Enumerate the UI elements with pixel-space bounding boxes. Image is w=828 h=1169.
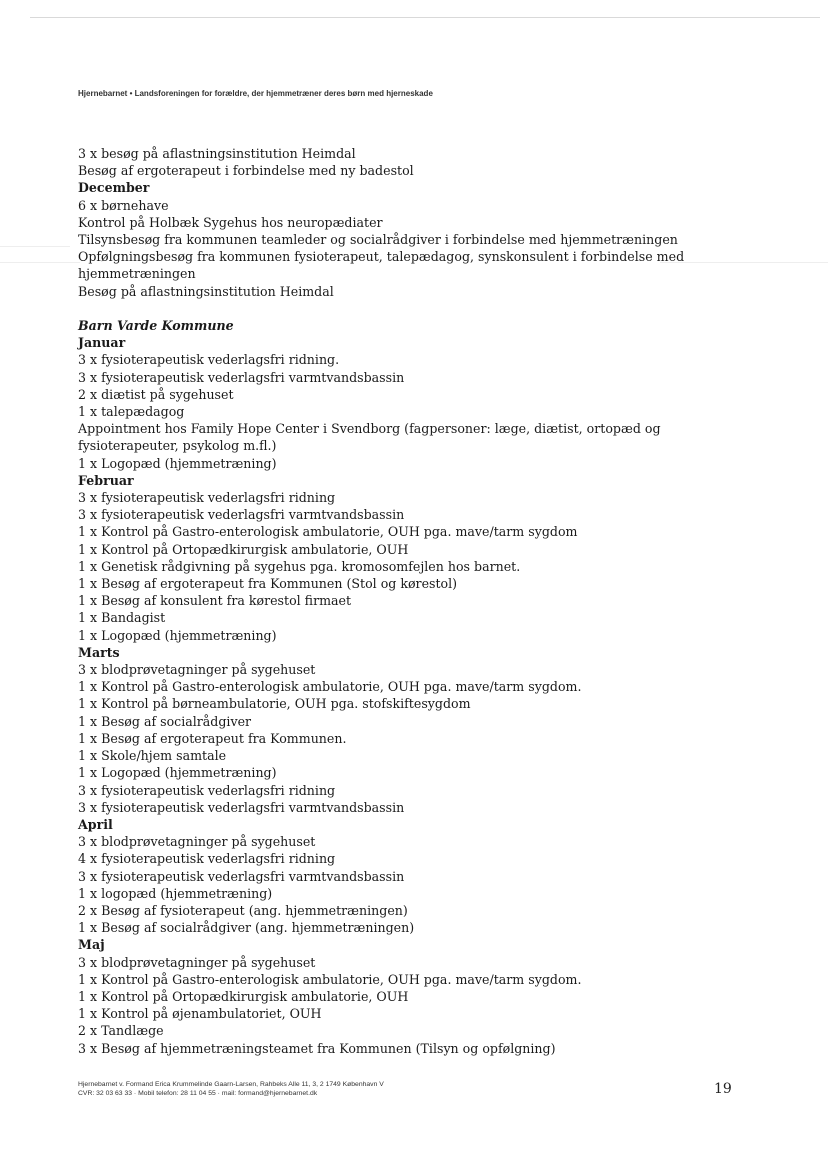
list-item: 1 x Logopæd (hjemmetræning) [78, 765, 277, 781]
list-item: Opfølgningsbesøg fra kommunen fysioterapeut, talepædagog, synskonsulent i forbindelse med [78, 249, 685, 265]
list-item: 1 x Skole/hjem samtale [78, 748, 227, 764]
list-item: 1 x Genetisk rådgivning på sygehus pga. kromosomfejlen hos barnet. [78, 558, 521, 574]
list-item: 3 x blodprøvetagninger på sygehuset [78, 662, 316, 678]
month-heading: December [78, 180, 150, 196]
scan-edge-line [30, 17, 820, 18]
list-item: 1 x Kontrol på Gastro-enterologisk ambulatorie, OUH pga. mave/tarm sygdom. [78, 971, 582, 987]
list-item: 1 x Kontrol på Ortopædkirurgisk ambulatorie, OUH [78, 541, 409, 557]
month-heading: Februar [78, 472, 134, 488]
list-item: 3 x fysioterapeutisk vederlagsfri ridning [78, 490, 336, 506]
list-item: 1 x Kontrol på Ortopædkirurgisk ambulatorie, OUH [78, 988, 409, 1004]
list-item: 2 x Tandlæge [78, 1023, 164, 1039]
list-item: 1 x Kontrol på Gastro-enterologisk ambulatorie, OUH pga. mave/tarm sygdom. [78, 679, 582, 695]
list-item: 1 x Besøg af konsulent fra kørestol firmaet [78, 593, 352, 609]
list-item: 1 x talepædagog [78, 404, 185, 420]
list-item: fysioterapeuter, psykolog m.fl.) [78, 438, 277, 454]
list-item: 1 x Logopæd (hjemmetræning) [78, 627, 277, 643]
page-number: 19 [714, 1081, 732, 1097]
list-item: 1 x logopæd (hjemmetræning) [78, 885, 273, 901]
list-item: Besøg af ergoterapeut i forbindelse med ny badestol [78, 163, 414, 179]
list-item: 1 x Kontrol på øjenambulatoriet, OUH [78, 1006, 322, 1022]
list-item: 4 x fysioterapeutisk vederlagsfri ridning [78, 851, 336, 867]
list-item: 2 x Besøg af fysioterapeut (ang. hjemmetræningen) [78, 902, 408, 918]
footer-contact: CVR: 32 03 63 33 · Mobil telefon: 28 11 04 55 · mail: formand@hjernebarnet.dk [78, 1090, 318, 1097]
list-item: 3 x fysioterapeutisk vederlagsfri ridning. [78, 352, 340, 368]
list-item: 1 x Besøg af socialrådgiver (ang. hjemmetræningen) [78, 920, 415, 936]
list-item: Kontrol på Holbæk Sygehus hos neuropædiater [78, 214, 383, 230]
list-item: 1 x Besøg af ergoterapeut fra Kommunen (Stol og kørestol) [78, 576, 458, 592]
list-item: 3 x Besøg af hjemmetræningsteamet fra Kommunen (Tilsyn og opfølgning) [78, 1040, 556, 1056]
list-item: Appointment hos Family Hope Center i Svendborg (fagpersoner: læge, diætist, ortopæd og [78, 421, 661, 437]
list-item: 3 x fysioterapeutisk vederlagsfri varmtvandsbassin [78, 868, 405, 884]
document-body [78, 145, 718, 1057]
list-item: 2 x diætist på sygehuset [78, 386, 234, 402]
list-item: Besøg på aflastningsinstitution Heimdal [78, 283, 334, 299]
page-footer [78, 1080, 384, 1098]
scan-artifact-line [0, 246, 70, 247]
list-item: 1 x Besøg af ergoterapeut fra Kommunen. [78, 730, 347, 746]
list-item: 3 x fysioterapeutisk vederlagsfri ridning [78, 782, 336, 798]
month-heading: Januar [78, 335, 126, 351]
list-item: 1 x Logopæd (hjemmetræning) [78, 455, 277, 471]
list-item: 3 x fysioterapeutisk vederlagsfri varmtvandsbassin [78, 369, 405, 385]
section-heading: Barn Varde Kommune [78, 318, 234, 334]
month-heading: Marts [78, 644, 120, 660]
list-item: 3 x blodprøvetagninger på sygehuset [78, 834, 316, 850]
list-item: 1 x Kontrol på børneambulatorie, OUH pga. stofskiftesygdom [78, 696, 471, 712]
footer-address: Hjernebarnet v. Formand Erica Krummelinde Gaarn-Larsen, Rahbeks Alle 11, 3, 2 1749 København V [78, 1081, 384, 1088]
list-item: 1 x Bandagist [78, 610, 166, 626]
scan-artifact-line [0, 262, 80, 263]
list-item: 1 x Besøg af socialrådgiver [78, 713, 252, 729]
list-item: 3 x fysioterapeutisk vederlagsfri varmtvandsbassin [78, 507, 405, 523]
list-item: Tilsynsbesøg fra kommunen teamleder og socialrådgiver i forbindelse med hjemmetræningen [78, 232, 678, 248]
list-item: 6 x børnehave [78, 197, 169, 213]
list-item: 3 x blodprøvetagninger på sygehuset [78, 954, 316, 970]
list-item: 3 x fysioterapeutisk vederlagsfri varmtvandsbassin [78, 799, 405, 815]
list-item: 3 x besøg på aflastningsinstitution Heimdal [78, 146, 356, 161]
list-item: hjemmetræningen [78, 266, 196, 282]
page-header: Hjernebarnet • Landsforeningen for forældre, der hjemmetræner deres børn med hjerneskade [78, 89, 433, 98]
list-item: 1 x Kontrol på Gastro-enterologisk ambulatorie, OUH pga. mave/tarm sygdom [78, 524, 578, 540]
month-heading: Maj [78, 937, 105, 953]
month-heading: April [78, 816, 113, 832]
